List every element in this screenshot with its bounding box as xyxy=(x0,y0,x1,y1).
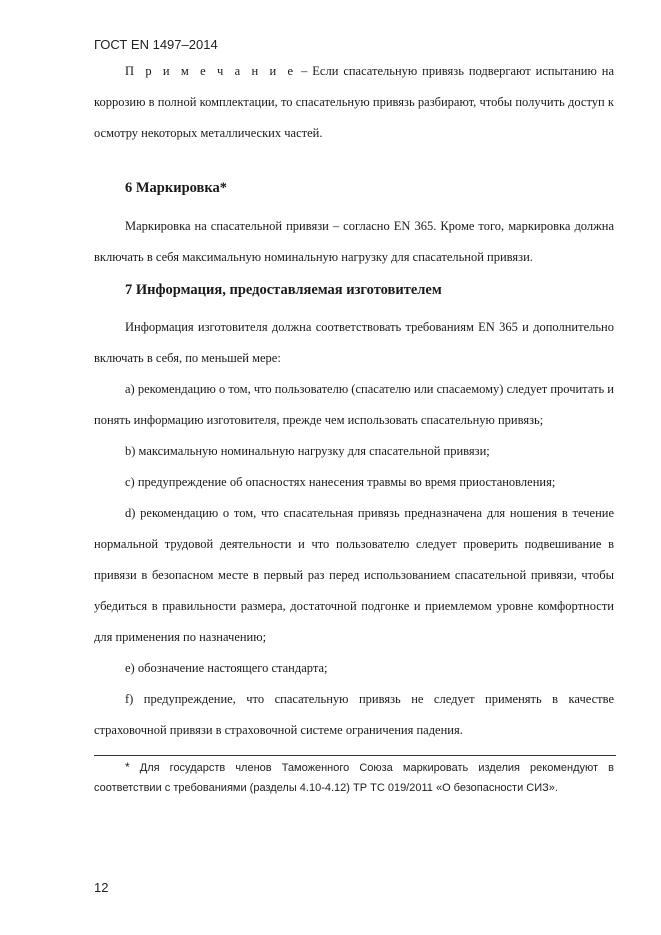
footnote-text: Для государств членов Таможенного Союза маркировать изделия рекомендуют в соответствии с требованиями (разделы 4.10-4.12) ТР ТС 019/2011 «О безопасности СИЗ». xyxy=(94,762,614,794)
page-number: 12 xyxy=(94,880,109,895)
page-body xyxy=(94,56,614,746)
section-7-intro: Информация изготовителя должна соответствовать требованиям EN 365 и дополнительно включать в себя, по меньшей мере: xyxy=(94,320,614,365)
list-item-d: d) рекомендацию о том, что спасательная привязь предназначена для ношения в течение нормальной трудовой деятельности и что пользователю следует проверить подвешивание в привязи в безопасном месте в первый раз перед использованием спасательной привязи, чтобы убедиться в правильности размера, достаточной подгонке и приемлемом уровне комфортности для применения по назначению; xyxy=(94,506,614,644)
list-item-c: с) предупреждение об опасностях нанесения травмы во время приостановления; xyxy=(125,475,556,489)
footnote-divider xyxy=(94,755,616,756)
note-text: – Если спасательную привязь подвергают испытанию на коррозию в полной комплектации, то спасательную привязь разбирают, чтобы получить доступ к осмотру некоторых металлических частей. xyxy=(94,64,614,140)
list-item-f: f) предупреждение, что спасательную привязь не следует применять в качестве страховочной привязи в страховочной системе ограничения падения. xyxy=(94,692,614,737)
note-paragraph xyxy=(94,56,614,149)
list-item-b: b) максимальную номинальную нагрузку для спасательной привязи; xyxy=(125,444,490,458)
section-6-paragraph: Маркировка на спасательной привязи – согласно EN 365. Кроме того, маркировка должна включать в себя максимальную номинальную нагрузку для спасательной привязи. xyxy=(94,219,614,264)
section-7-heading: 7 Информация, предоставляемая изготовителем xyxy=(125,282,442,298)
list-item-a: а) рекомендацию о том, что пользователю (спасателю или спасаемому) следует прочитать и понять информацию изготовителя, прежде чем использовать спасательную привязь; xyxy=(94,382,614,427)
footnote xyxy=(94,757,614,798)
list-item-e: е) обозначение настоящего стандарта; xyxy=(125,661,328,675)
footnote-marker: * xyxy=(125,760,130,774)
note-label: П р и м е ч а н и е xyxy=(125,64,297,78)
document-header: ГОСТ EN 1497–2014 xyxy=(94,37,218,52)
section-6-heading: 6 Маркировка* xyxy=(125,180,228,196)
